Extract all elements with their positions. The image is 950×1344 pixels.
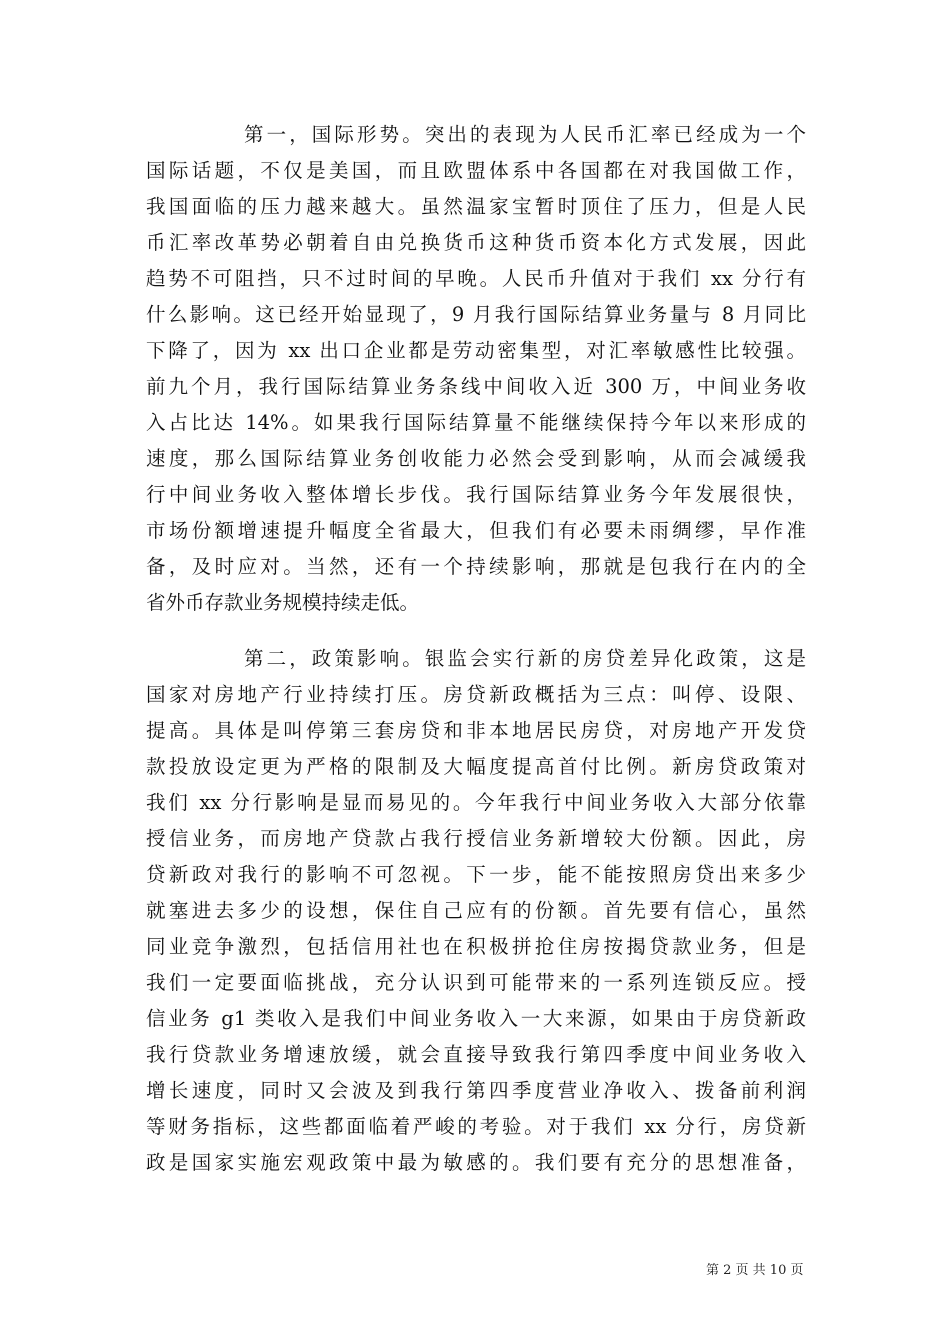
text-line: 授信业务，而房地产贷款占我行授信业务新增较大份额。因此，房 xyxy=(146,827,806,850)
text-line: 什么影响。这已经开始显现了，9 月我行国际结算业务量与 8 月同比 xyxy=(146,303,806,326)
text-line: 下降了，因为 xx 出口企业都是劳动密集型，对汇率敏感性比较强。 xyxy=(146,339,806,362)
text-line: 等财务指标，这些都面临着严峻的考验。对于我们 xx 分行，房贷新 xyxy=(146,1115,806,1138)
text-line: 前九个月，我行国际结算业务条线中间收入近 300 万，中间业务收 xyxy=(146,375,806,398)
text-line: 增长速度，同时又会波及到我行第四季度营业净收入、拨备前利润 xyxy=(146,1079,806,1102)
text-line: 我们 xx 分行影响是显而易见的。今年我行中间业务收入大部分依靠 xyxy=(146,791,806,814)
text-line: 贷新政对我行的影响不可忽视。下一步，能不能按照房贷出来多少 xyxy=(146,863,806,886)
text-line: 第二，政策影响。银监会实行新的房贷差异化政策，这是 xyxy=(244,647,806,670)
text-line: 信业务 g1 类收入是我们中间业务收入一大来源，如果由于房贷新政 xyxy=(146,1007,806,1030)
text-line: 备，及时应对。当然，还有一个持续影响，那就是包我行在内的全 xyxy=(146,555,806,578)
text-line: 国家对房地产行业持续打压。房贷新政概括为三点：叫停、设限、 xyxy=(146,683,806,706)
text-line: 我国面临的压力越来越大。虽然温家宝暂时顶住了压力，但是人民 xyxy=(146,195,806,218)
text-line: 政是国家实施宏观政策中最为敏感的。我们要有充分的思想准备， xyxy=(146,1151,806,1174)
text-line: 市场份额增速提升幅度全省最大，但我们有必要未雨绸缪，早作准 xyxy=(146,519,806,542)
text-line: 行中间业务收入整体增长步伐。我行国际结算业务今年发展很快， xyxy=(146,483,806,506)
text-line: 款投放设定更为严格的限制及大幅度提高首付比例。新房贷政策对 xyxy=(146,755,806,778)
text-line: 同业竞争激烈，包括信用社也在积极拼抢住房按揭贷款业务，但是 xyxy=(146,935,806,958)
text-line: 提高。具体是叫停第三套房贷和非本地居民房贷，对房地产开发贷 xyxy=(146,719,806,742)
text-line: 省外币存款业务规模持续走低。 xyxy=(146,591,420,614)
text-line: 我行贷款业务增速放缓，就会直接导致我行第四季度中间业务收入 xyxy=(146,1043,806,1066)
text-line: 我们一定要面临挑战，充分认识到可能带来的一系列连锁反应。授 xyxy=(146,971,806,994)
text-line: 就塞进去多少的设想，保住自己应有的份额。首先要有信心，虽然 xyxy=(146,899,806,922)
page-number-footer: 第 2 页 共 10 页 xyxy=(706,1263,804,1278)
text-line: 第一，国际形势。突出的表现为人民币汇率已经成为一个 xyxy=(244,123,806,146)
text-line: 国际话题，不仅是美国，而且欧盟体系中各国都在对我国做工作， xyxy=(146,159,806,182)
text-line: 币汇率改革势必朝着自由兑换货币这种货币资本化方式发展，因此 xyxy=(146,231,806,254)
text-line: 入占比达 14%。如果我行国际结算量不能继续保持今年以来形成的 xyxy=(146,411,806,434)
text-line: 速度，那么国际结算业务创收能力必然会受到影响，从而会减缓我 xyxy=(146,447,806,470)
text-line: 趋势不可阻挡，只不过时间的早晚。人民币升值对于我们 xx 分行有 xyxy=(146,267,806,290)
